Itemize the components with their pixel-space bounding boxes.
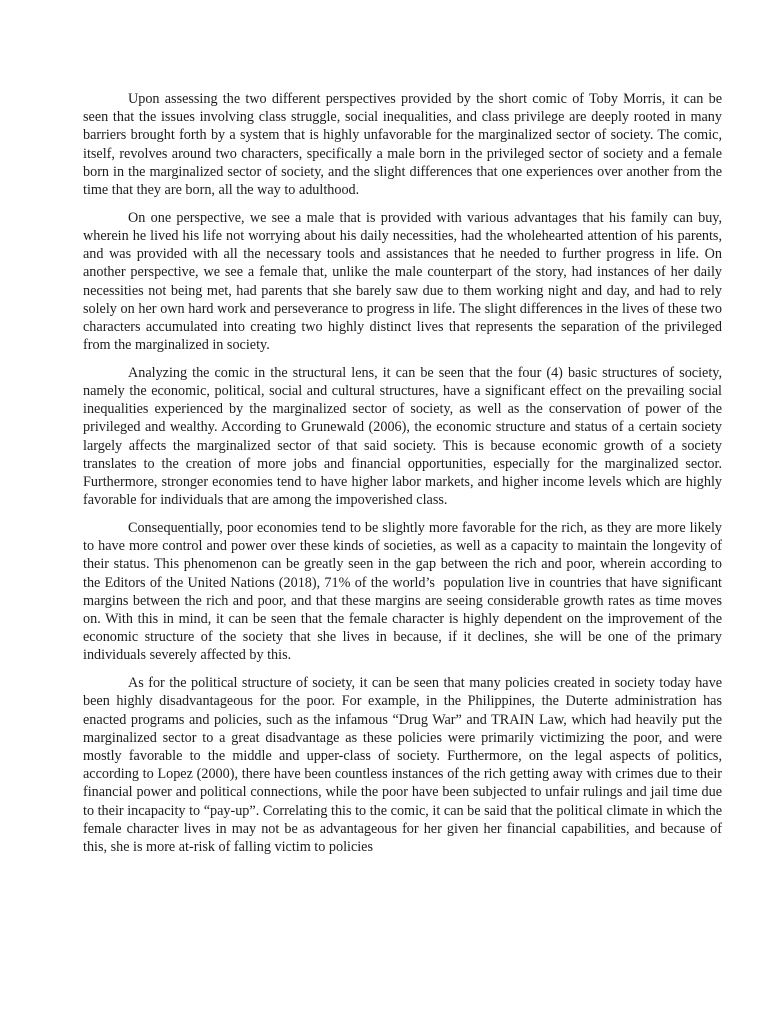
paragraph-2: On one perspective, we see a male that is provided with various advantages that his family can buy, wherein he lived his life not worrying about his daily necessities, had the wholehearted attention of his parents, and was provided with all the necessary tools and assistances that he needed to further progress in life. On another perspective, we see a female that, unlike the male counterpart of the story, had instances of her daily necessities not being met, had parents that she barely saw due to them working night and day, and had to rely solely on her own hard work and perseverance to progress in life. The slight differences in the lives of these two characters accumulated into creating two highly distinct lives that represents the separation of the privileged from the marginalized in society. [83, 209, 726, 354]
document-page [83, 90, 726, 866]
paragraph-5: As for the political structure of society, it can be seen that many policies created in society today have been highly disadvantageous for the poor. For example, in the Philippines, the Duterte administration has enacted programs and policies, such as the infamous “Drug War” and TRAIN Law, which had heavily put the marginalized sector to a great disadvantage as these policies were primarily victimizing the poor, and were mostly favorable to the middle and upper-class of society. Furthermore, on the legal aspects of politics, according to Lopez (2000), there have been countless instances of the rich getting away with crimes due to their financial power and political connections, while the poor have been subjected to unfair rulings and jail time due to their incapacity to “pay-up”. Correlating this to the comic, it can be said that the political climate in which the female character lives in may not be as advantageous for her given her financial capabilities, and because of this, she is more at-risk of falling victim to policies [83, 675, 726, 855]
paragraph-4: Consequentially, poor economies tend to be slightly more favorable for the rich, as they are more likely to have more control and power over these kinds of societies, as well as a capacity to maintain the longevity of their status. This phenomenon can be greatly seen in the gap between the rich and poor, wherein according to the Editors of the United Nations (2018), 71% of the world’s population live in countries that have significant margins between the rich and poor, and that these margins are seeing considerable growth rates as time moves on. With this in mind, it can be seen that the female character is highly dependent on the improvement of the economic structure of the society that she lives in because, if it declines, she will be one of the primary individuals severely affected by this. [83, 519, 726, 664]
paragraph-1: Upon assessing the two different perspectives provided by the short comic of Toby Morris, it can be seen that the issues involving class struggle, social inequalities, and class privilege are deeply rooted in many barriers brought forth by a system that is highly unfavorable for the marginalized sector of society. The comic, itself, revolves around two characters, specifically a male born in the privileged sector of society and a female born in the marginalized sector of society, and the slight differences that one experiences over another from the time that they are born, all the way to adulthood. [83, 91, 726, 199]
paragraph-3: Analyzing the comic in the structural lens, it can be seen that the four (4) basic structures of society, namely the economic, political, social and cultural structures, have a significant effect on the prevailing social inequalities experienced by the marginalized sector of society, as well as the conservation of power of the privileged and wealthy. According to Grunewald (2006), the economic structure and status of a certain society largely affects the marginalized sector of that said society. This is because economic growth of a society translates to the creation of more jobs and financial opportunities, especially for the marginalized sector. Furthermore, stronger economies tend to have higher labor markets, and higher income levels which are highly favorable for individuals that are among the impoverished class. [83, 364, 726, 509]
